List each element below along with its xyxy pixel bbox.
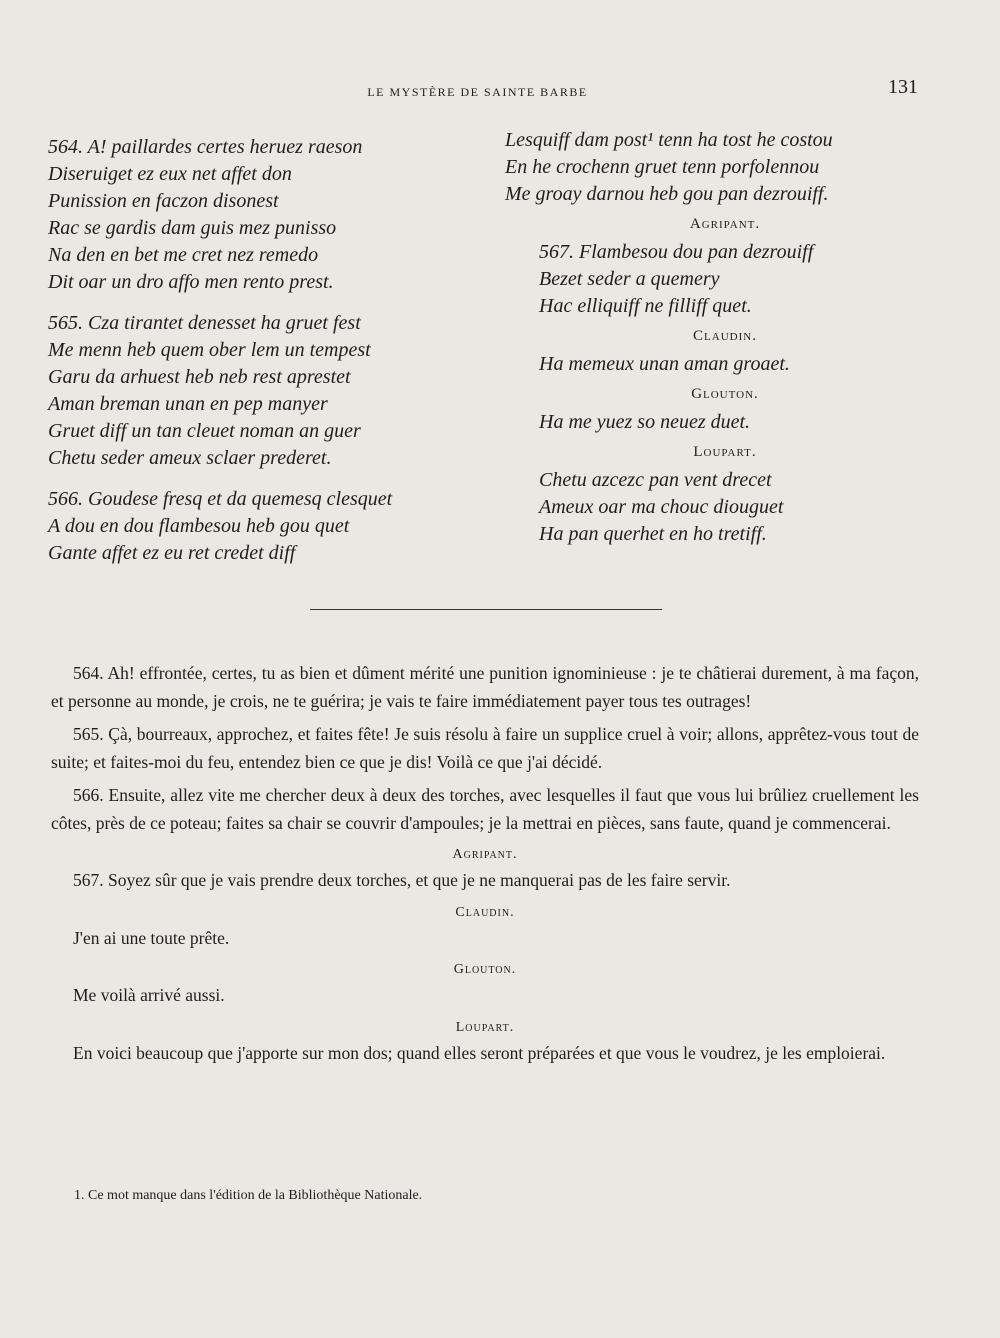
verse-line: A dou en dou flambesou heb gou quet <box>48 515 350 537</box>
speaker-name: Loupart. <box>455 1019 515 1035</box>
translation-paragraph: Me voilà arrivé aussi. <box>73 985 225 1005</box>
verse-line: Na den en bet me cret nez remedo <box>48 244 319 266</box>
speaker-name: Agripant. <box>452 847 518 862</box>
stanza-564 <box>48 134 478 296</box>
verse-line: Ha pan querhet en ho tretiff. <box>539 523 767 545</box>
verse-line: 565. Cza tirantet denesset ha gruet fest <box>48 312 361 334</box>
verse-line: Ameux oar ma chouc diouguet <box>539 496 784 518</box>
breton-right-column <box>505 127 945 548</box>
breton-left-column <box>48 134 478 581</box>
translation-paragraph: 565. Çà, bourreaux, approchez, et faites fête! Je suis résolu à faire un supplice cruel à voir; allons, apprêtez-vous tout de suite; et faites-moi du feu, entendez bien ce que je dis! Voilà ce que j'ai décidé. <box>51 724 919 772</box>
verse-line: Dit oar un dro affo men rento prest. <box>48 271 334 293</box>
speaker-name: Glouton. <box>691 386 759 402</box>
verse-line: Ha me yuez so neuez duet. <box>539 411 751 433</box>
translation-paragraph: En voici beaucoup que j'apporte sur mon dos; quand elles seront préparées et que vous le voudrez, je les emploierai. <box>73 1042 886 1063</box>
verse-line: Lesquiff dam post¹ tenn ha tost he costou <box>505 129 833 151</box>
verse-line: 567. Flambesou dou pan dezrouiff <box>539 241 814 263</box>
verse-line: Rac se gardis dam guis mez punisso <box>48 217 337 239</box>
running-title: LE MYSTÈRE DE SAINTE BARBE <box>367 85 588 99</box>
verse-line: 566. Goudese fresq et da quemesq clesquet <box>48 488 393 510</box>
verse-line: Diseruiget ez eux net affet don <box>48 163 292 185</box>
translation-paragraph: 567. Soyez sûr que je vais prendre deux torches, et que je ne manquerai pas de les faire servir. <box>73 870 731 890</box>
verse-line: Chetu seder ameux sclaer prederet. <box>48 447 332 469</box>
stanza-565 <box>48 310 478 472</box>
verse-line: Me groay darnou heb gou pan dezrouiff. <box>505 183 829 205</box>
verse-line: Gante affet ez eu ret credet diff <box>48 542 296 564</box>
verse-line: 564. A! paillardes certes heruez raeson <box>48 136 363 158</box>
translation-paragraph: J'en ai une toute prête. <box>73 927 230 948</box>
footnote: 1. Ce mot manque dans l'édition de la Bibliothèque Nationale. <box>74 1188 423 1203</box>
speaker-name: Claudin. <box>455 904 515 920</box>
verse-line: Punission en faczon disonest <box>48 190 279 212</box>
verse-line: Garu da arhuest heb neb rest aprestet <box>48 366 351 388</box>
verse-line: Ha memeux unan aman groaet. <box>539 353 790 375</box>
french-translation <box>51 660 919 1073</box>
verse-line: En he crochenn gruet tenn porfolennou <box>505 156 820 178</box>
verse-line: Chetu azcezc pan vent drecet <box>539 469 772 491</box>
translation-paragraph: 564. Ah! effrontée, certes, tu as bien et dûment mérité une punition ignominieuse : je te châtierai durement, à ma façon, et personne au monde, je crois, ne te guérira; je vais te faire immédiatement payer tous tes outrages! <box>51 663 919 711</box>
page-header <box>0 76 1000 102</box>
speaker-name: Glouton. <box>453 962 517 977</box>
speaker-name: Claudin. <box>693 328 757 344</box>
verse-line: Hac elliquiff ne filliff quet. <box>539 295 752 317</box>
page-number: 131 <box>888 76 918 98</box>
verse-line: Gruet diff un tan cleuet noman an guer <box>48 420 361 442</box>
translation-paragraph: 566. Ensuite, allez vite me chercher deux à deux des torches, avec lesquelles il faut que vous lui brûliez cruellement les côtes, près de ce poteau; faites sa chair se couvrir d'ampoules; je la mettrai en pièces, sans faute, quand je commencerai. <box>51 785 919 833</box>
separator-rule <box>310 609 662 610</box>
verse-line: Aman breman unan en pep manyer <box>48 393 328 415</box>
stanza-566 <box>48 486 478 567</box>
verse-line: Bezet seder a quemery <box>539 268 720 290</box>
speaker-name: Agripant. <box>689 216 761 232</box>
verse-line: Me menn heb quem ober lem un tempest <box>48 339 371 361</box>
speaker-name: Loupart. <box>693 444 757 460</box>
